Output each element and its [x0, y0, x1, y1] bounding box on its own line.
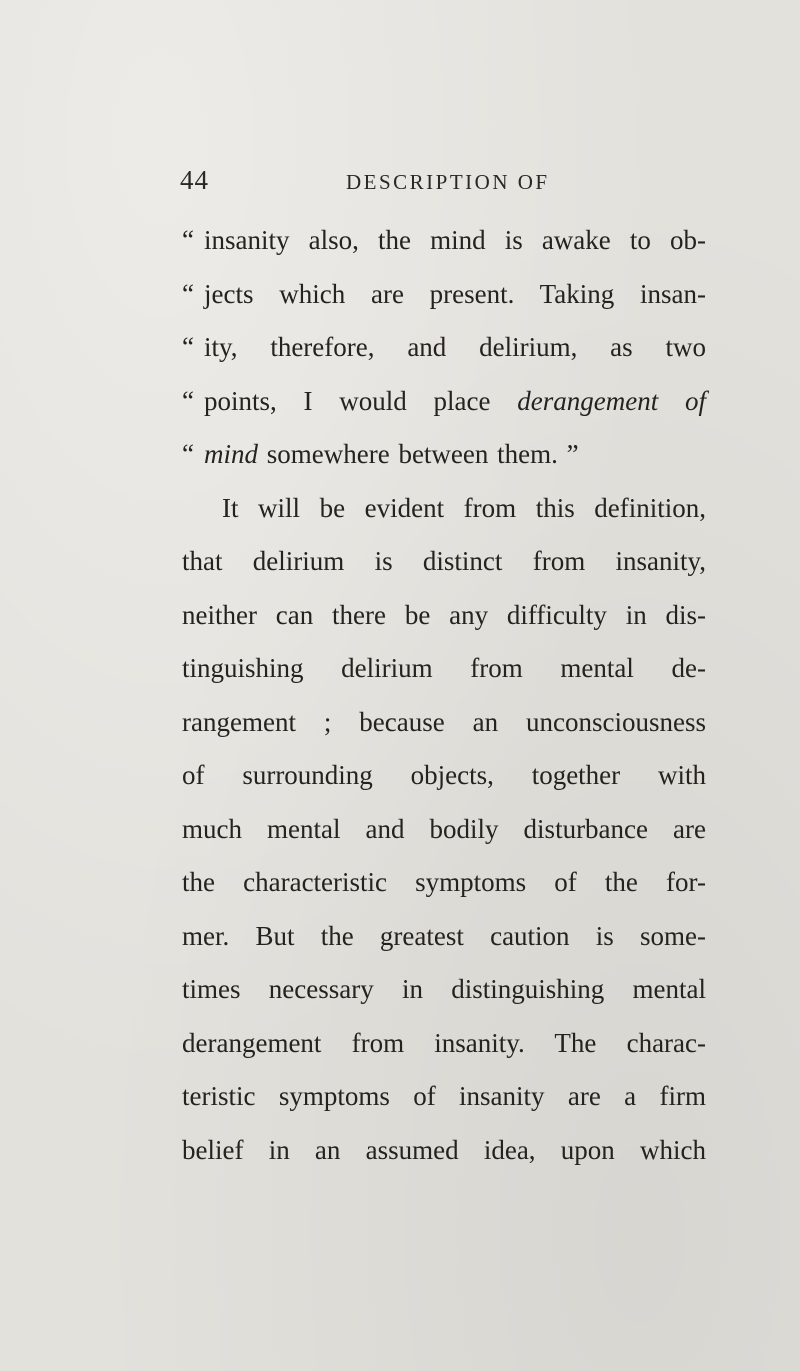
text-line: [182, 375, 706, 429]
quote-mark: “: [182, 278, 194, 309]
italic-text: derangement of: [517, 385, 706, 416]
line-text: times necessary in distinguishing mental: [182, 974, 706, 1004]
line-text: ity, therefore, and delirium, as two: [204, 332, 706, 362]
line-text: tinguishing delirium from mental de-: [182, 653, 706, 683]
line-text: neither can there be any difficulty in dis-: [182, 599, 706, 630]
line-text: mer. But the greatest caution is some-: [182, 920, 706, 951]
running-title: DESCRIPTION OF: [346, 170, 550, 194]
quote-mark: “: [182, 439, 194, 469]
text-line: [182, 696, 706, 750]
running-head: [180, 162, 720, 198]
text-line: [182, 589, 706, 643]
line-text: of surrounding objects, together with: [182, 760, 706, 790]
line-text: insanity also, the mind is awake to ob-: [204, 225, 706, 255]
quote-mark: “: [182, 332, 194, 362]
quote-mark: “: [182, 385, 194, 416]
line-text: the characteristic symptoms of the for-: [182, 867, 706, 897]
text-line: [182, 749, 706, 803]
text-line: [182, 535, 706, 589]
line-text: that delirium is distinct from insanity,: [182, 546, 706, 576]
italic-text: mind: [204, 439, 258, 469]
line-text: It will be evident from this definition,: [222, 492, 706, 523]
line-text: much mental and bodily disturbance are: [182, 813, 706, 844]
text-line: [182, 1070, 706, 1124]
text-line: [182, 428, 706, 482]
line-text: teristic symptoms of insanity are a firm: [182, 1081, 706, 1111]
line-text: derangement from insanity. The charac-: [182, 1027, 706, 1058]
text-line: [182, 856, 706, 910]
page-number: 44: [180, 165, 209, 195]
text-line: [182, 642, 706, 696]
quote-mark: “: [182, 225, 194, 255]
text-line: [182, 268, 706, 322]
text-line: [182, 1017, 706, 1071]
line-text: jects which are present. Taking insan-: [204, 278, 706, 309]
text-line: [182, 214, 706, 268]
line-text: belief in an assumed idea, upon which: [182, 1134, 706, 1165]
body-text: [182, 214, 706, 1177]
text-line: [182, 321, 706, 375]
text-line: [182, 1124, 706, 1178]
text-line: [182, 803, 706, 857]
line-text: rangement ; because an unconsciousness: [182, 706, 706, 737]
line-text: somewhere between them. ”: [258, 439, 579, 469]
text-line: [182, 963, 706, 1017]
line-text: points, I would place: [204, 385, 518, 416]
text-line: [182, 482, 706, 536]
text-line: [182, 910, 706, 964]
